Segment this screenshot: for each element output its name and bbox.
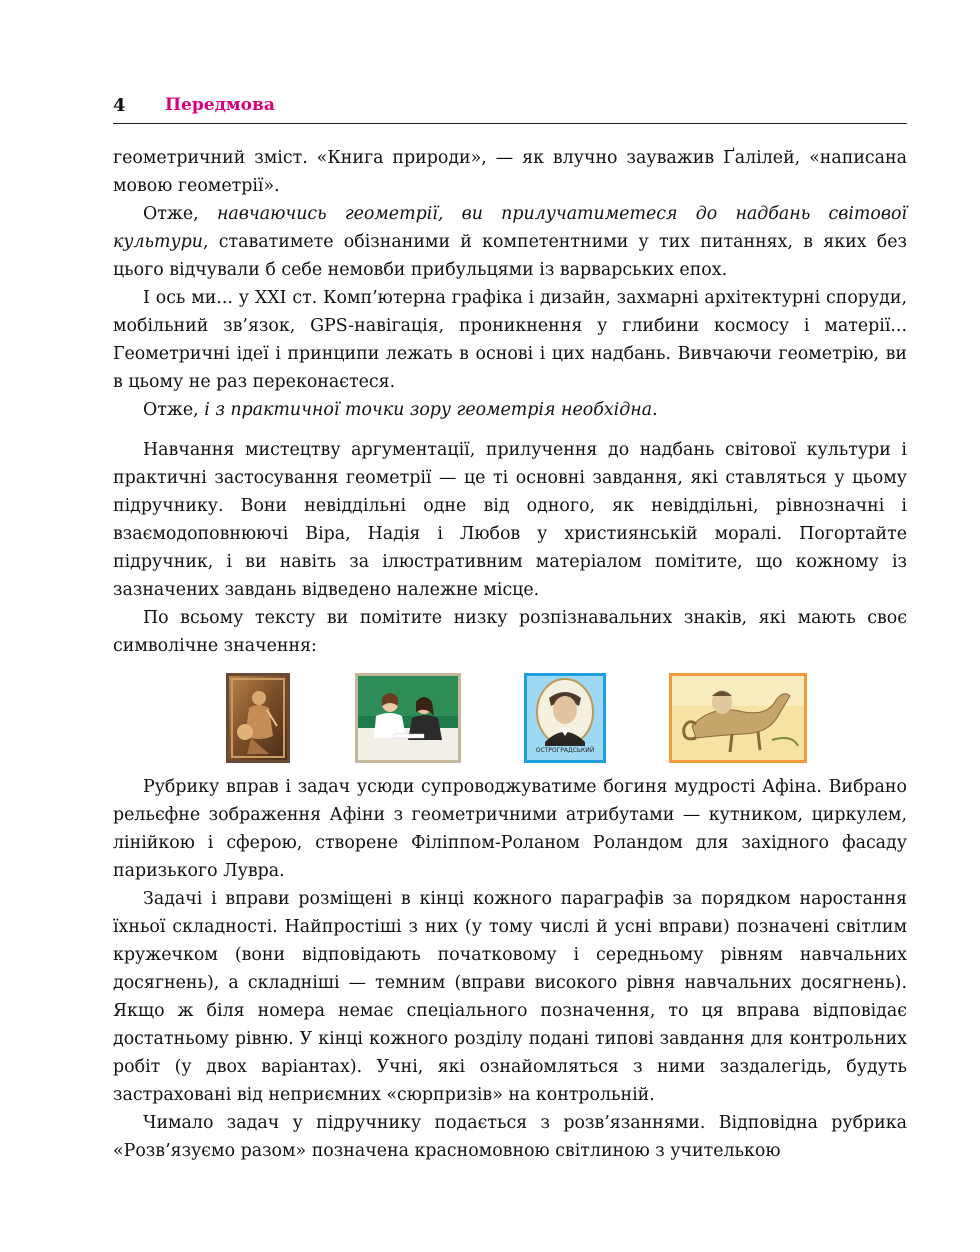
paragraph-4-emphasis: і з практичної точки зору геометрія необхідна: [204, 400, 653, 420]
paragraph-9: Чимало задач у підручнику подається з розв’язаннями. Відповідна рубрика «Розв’язуємо разом» позначена красномовною світлиною з учителькою: [113, 1113, 907, 1161]
section-title: Передмова: [165, 95, 275, 115]
paragraph-5: Навчання мистецтву аргументації, прилучення до надбань світової культури і практичні застосування геометрії — це ті основні завдання, які ставляться у цьому підручнику. Вони невіддільні одне від одного, як невіддільні, рівнозначні і взаємодоповнюючі Віра, Надія і Любов у християнській моралі. Погортайте підручник, і ви навіть за ілюстративним матеріалом помітите, що кожному із зазначених завдань відведено належне місце.: [113, 440, 907, 600]
ostrogradsky-portrait-icon: [524, 673, 606, 763]
paragraph-2-emphasis: навчаючись геометрії, ви прилучатиметеся до надбань світової культури: [113, 204, 907, 252]
page-header: [113, 95, 907, 124]
paragraph-6: По всьому тексту ви помітите низку розпізнавальних знаків, які мають своє символічне значення:: [113, 608, 907, 656]
athena-relief-icon: [226, 673, 290, 763]
paragraph-1: геометричний зміст. «Книга природи», — як влучно зауважив Ґалілей, «написана мовою геометрії».: [113, 148, 907, 196]
symbol-images-row: [113, 667, 907, 773]
teacher-student-icon: [355, 673, 461, 763]
paragraph-8: Задачі і вправи розміщені в кінці кожного параграфів за порядком наростання їхньої складності. Найпростіші з них (у тому числі й усні вправи) позначені світлим кружечком (вони відповідають початковому і середньому рівням навчальних досягнень), а складніші — темним (вправи високого рівня навчальних досягнень). Якщо ж біля номера немає спеціального позначення, то ця вправа відповідає достатньому рівню. У кінці кожного розділу подані типові завдання для контрольних робіт (у двох варіантах). Учні, які ознайомляться з ними заздалегідь, будуть застраховані від неприємних «сюрпризів» на контрольній.: [113, 889, 907, 1105]
paragraph-7: Рубрику вправ і задач усюди супроводжуватиме богиня мудрості Афіна. Вибрано рельєфне зображення Афіни з геометричними атрибутами — кутником, циркулем, лінійкою і сферою, створене Філіппом-Роланом Роландом для західного фасаду паризького Лувра.: [113, 777, 907, 881]
paragraph-4-end: .: [652, 400, 658, 420]
portrait-caption-line-2: ОСТРОГРАДСЬКИЙ: [535, 747, 595, 754]
paragraph-4-start: Отже,: [143, 400, 205, 420]
paragraph-3: І ось ми... у XXI ст. Комп’ютерна графіка і дизайн, захмарні архітектурні споруди, мобільний зв’язок, GPS-навігація, проникнення у глибини космосу і матерії... Геометричні ідеї і принципи лежать в основі і цих надбань. Вивчаючи геометрію, ви в цьому не раз переконаєтеся.: [113, 288, 907, 392]
page-number: 4: [113, 95, 126, 116]
main-text: [113, 144, 907, 1165]
chimera-icon: [669, 673, 807, 763]
paragraph-2-end: , ставатимете обізнаними й компетентними у тих питаннях, в яких без цього відчували б себе немовби прибульцями із варварських епох.: [113, 232, 907, 280]
portrait-caption-line-1: МИХАЙЛО: [549, 740, 581, 747]
paragraph-4: [113, 396, 907, 424]
paragraph-2: [113, 200, 907, 284]
paragraph-2-start: Отже,: [143, 204, 217, 224]
